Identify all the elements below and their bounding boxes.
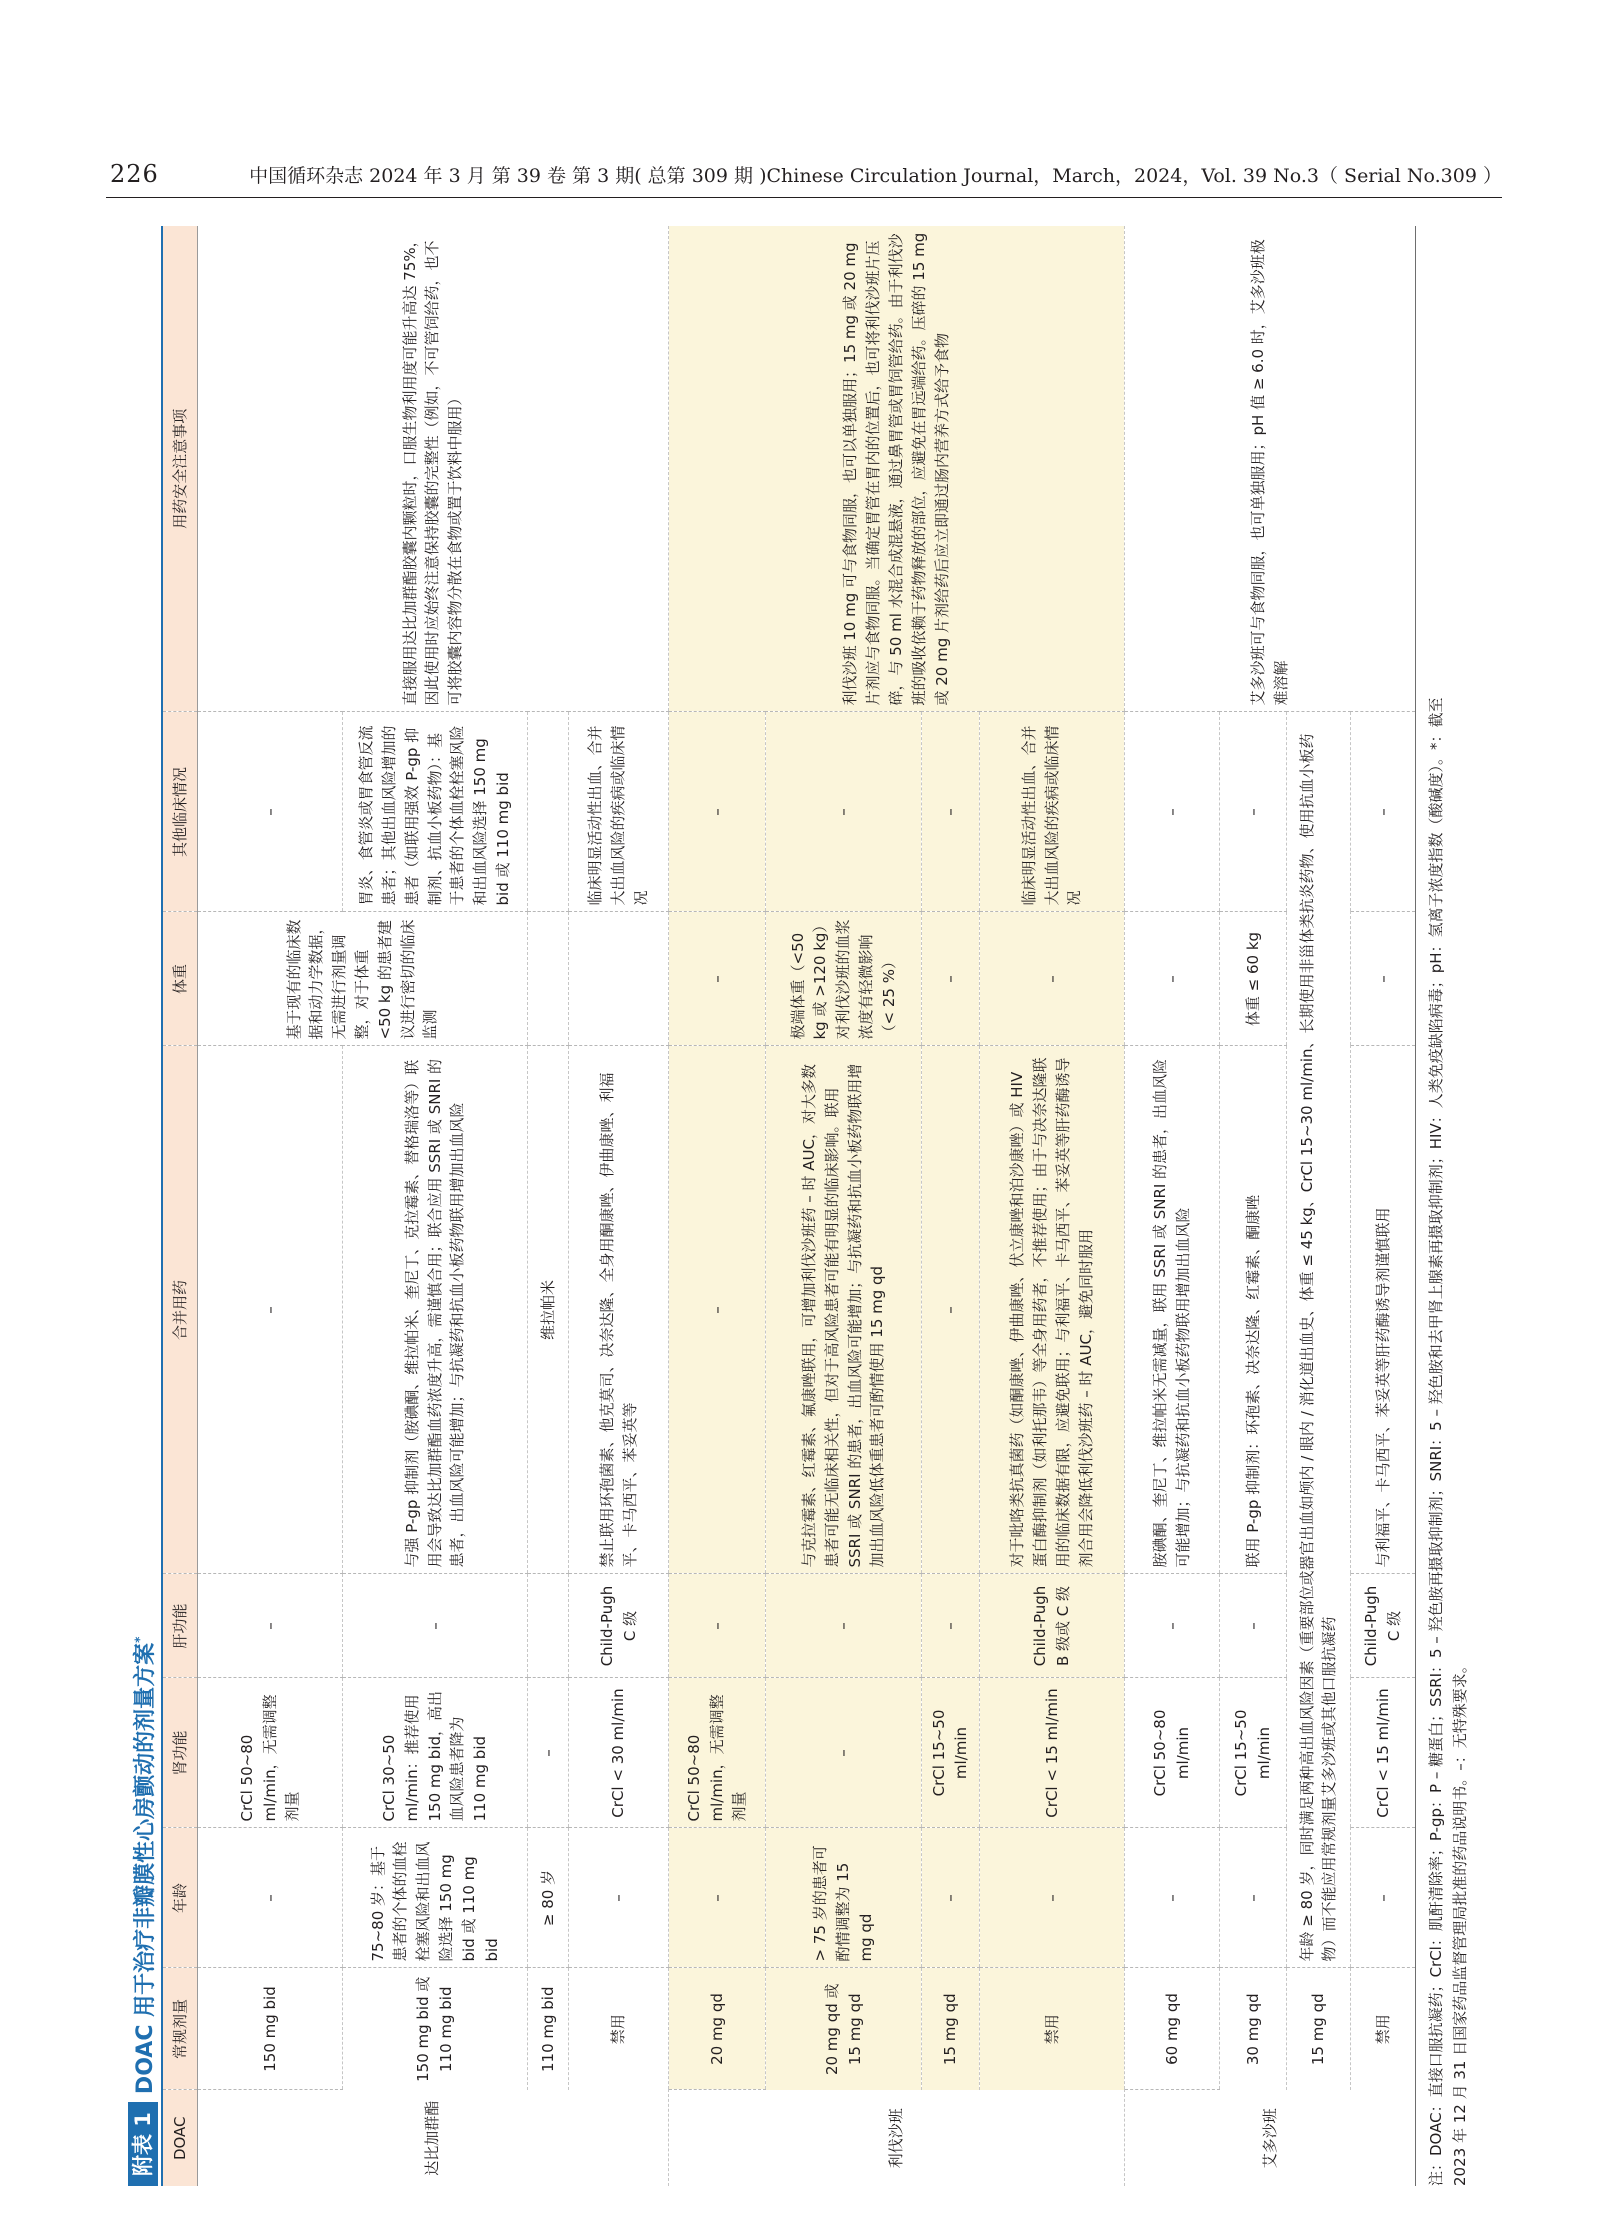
age-cell: – — [198, 1828, 343, 1968]
dose-cell: 15 mg qd — [921, 1968, 979, 2090]
drug-name-rivaroxaban: 利伐沙班 — [668, 2090, 1124, 2186]
table-title — [128, 1637, 158, 2186]
weight-cell: 极端体重（<50 kg 或 >120 kg）对利伐沙班的血浆浓度有轻微影响（< 25 %） — [766, 912, 922, 1046]
liver-cell: – — [343, 1574, 528, 1678]
comed-cell: 与克拉霉素、红霉素、氟康唑联用，可增加利伐沙班药 – 时 AUC，对大多数患者可能无临床相关性，但对于高风险患者可能有明显的临床影响。联用 SSRI 或 SNRI 的患者，出血风险可能增加；与抗凝药和抗血小板药物联用增加出血风险低体重患者可酌情使用 15 mg qd — [766, 1046, 922, 1574]
other-cell: – — [668, 712, 765, 912]
age-cell: 75~80 岁：基于患者的个体的血栓栓塞风险和出血风险选择 150 mg bid 或 110 mg bid — [343, 1828, 528, 1968]
dosing-table — [161, 226, 1416, 2186]
col-dose: 常规剂量 — [163, 1968, 198, 2090]
dose-cell: 禁用 — [1351, 1968, 1415, 2090]
page-number: 226 — [110, 160, 159, 188]
other-cell: – — [921, 712, 979, 912]
liver-cell: – — [198, 1574, 343, 1678]
comed-cell: 胺碘酮、奎尼丁、维拉帕米无需减量，联用 SSRI 或 SNRI 的患者，出血风险可能增加；与抗凝药和抗血小板药物联用增加出血风险 — [1125, 1046, 1220, 1574]
comed-cell: – — [668, 1046, 765, 1574]
table-title-text — [128, 1637, 159, 2095]
age-cell: – — [569, 1828, 669, 1968]
age-cell: – — [979, 1828, 1124, 1968]
table-footnote — [1424, 226, 1472, 2186]
dose-cell: 15 mg qd — [1286, 1968, 1350, 2090]
other-cell: 胃炎、食管炎或胃食管反流患者；其他出血风险增加的患者（如联用强效 P-gp 抑制剂、抗血小板药物）：基于患者的个体血栓栓塞风险和出血风险选择 150 mg bid 或 110 mg bid — [343, 712, 528, 912]
weight-cell: – — [1351, 912, 1415, 1046]
other-cell: – — [198, 712, 343, 912]
renal-cell: CrCl 50~80 ml/min，无需调整剂量 — [668, 1678, 765, 1828]
renal-cell: CrCl 30~50 ml/min：推荐使用 150 mg bid，高出血风险患者降为 110 mg bid — [343, 1678, 528, 1828]
renal-cell: CrCl 50~80 ml/min — [1125, 1678, 1220, 1828]
dose-cell: 禁用 — [569, 1968, 669, 2090]
liver-cell: Child-Pugh C 级 — [569, 1574, 669, 1678]
renal-cell: – — [527, 1678, 568, 1828]
header-rule — [106, 197, 1502, 198]
renal-cell: – — [766, 1678, 922, 1828]
table-header-row — [163, 226, 198, 2186]
liver-cell: – — [1220, 1574, 1286, 1678]
renal-cell: CrCl < 30 ml/min — [569, 1678, 669, 1828]
col-other: 其他临床情况 — [163, 712, 198, 912]
liver-cell: – — [766, 1574, 922, 1678]
comed-cell: – — [198, 1046, 343, 1574]
col-comed: 合并用药 — [163, 1046, 198, 1574]
weight-cell: – — [668, 912, 765, 1046]
other-cell — [527, 712, 568, 912]
dose-cell: 30 mg qd — [1220, 1968, 1286, 2090]
drug-name-edoxaban: 艾多沙班 — [1125, 2090, 1415, 2186]
renal-cell: CrCl < 15 ml/min — [979, 1678, 1124, 1828]
age-cell: > 75 岁的患者可酌情调整为 15 mg qd — [766, 1828, 922, 1968]
weight-cell: 基于现有的临床数据和动力学数据，无需进行剂量调整，对于体重 <50 kg 的患者建议进行密切的临床监测 — [198, 912, 528, 1046]
span-cell: 年龄 ≥ 80 岁，同时满足两种高出血风险因素（重要部位或器官出血如颅内 / 眼内 / 消化道出血史、体重 ≤ 45 kg、CrCl 15~30 ml/min、长期使用非甾体类抗炎药物、使用抗血小板药物）而不能应用常规剂量艾多沙班或其他口服抗凝药 — [1286, 712, 1350, 1968]
dose-cell: 20 mg qd 或 15 mg qd — [766, 1968, 922, 2090]
liver-cell: – — [668, 1574, 765, 1678]
age-cell: – — [668, 1828, 765, 1968]
age-cell: ≥ 80 岁 — [527, 1828, 568, 1968]
dose-cell: 禁用 — [979, 1968, 1124, 2090]
other-cell: – — [1220, 712, 1286, 912]
title-label: DOAC 用于治疗非瓣膜性心房颤动的剂量方案 — [132, 1642, 158, 2095]
weight-cell: – — [979, 912, 1124, 1046]
col-doac: DOAC — [163, 2090, 198, 2186]
age-cell: – — [1351, 1828, 1415, 1968]
comed-cell: – — [921, 1046, 979, 1574]
weight-cell: – — [1125, 912, 1220, 1046]
liver-cell — [527, 1574, 568, 1678]
table-row — [1125, 226, 1220, 2186]
renal-cell: CrCl 15~50 ml/min — [1220, 1678, 1286, 1828]
journal-header: 中国循环杂志 2024 年 3 月 第 39 卷 第 3 期( 总第 309 期 )Chinese Circulation Journal，March，2024，Vol. 39 No.3（ Serial No.309 ） — [249, 165, 1502, 187]
other-cell: – — [766, 712, 922, 912]
weight-cell — [569, 912, 669, 1046]
age-cell: – — [1220, 1828, 1286, 1968]
comed-cell: 与强 P-gp 抑制剂（胺碘酮、维拉帕米、奎尼丁、克拉霉素、替格瑞洛等）联用会导致达比加群酯血药浓度升高，需谨慎合用；联合应用 SSRI 或 SNRI 的患者，出血风险可能增加；与抗凝药和抗血小板药物联用增加出血风险 — [343, 1046, 528, 1574]
liver-cell: – — [921, 1574, 979, 1678]
safety-cell: 艾多沙班可与食物同服，也可单独服用；pH 值 ≥ 6.0 时，艾多沙班极难溶解 — [1125, 226, 1415, 712]
comed-cell: 维拉帕米 — [527, 1046, 568, 1574]
dose-cell: 60 mg qd — [1125, 1968, 1220, 2090]
safety-cell: 利伐沙班 10 mg 可与食物同服，也可以单独服用；15 mg 或 20 mg 片剂应与食物同服。当确定胃管在胃内的位置后，也可将利伐沙班片压碎，与 50 ml 水混合成混悬液，通过鼻胃管或胃饲管给药。由于利伐沙班的吸收依赖于药物释放的部位，应避免在胃远端给药。压碎的 15 mg 或 20 mg 片剂给药后应立即通过肠内营养方式给予食物 — [668, 226, 1124, 712]
drug-name-dabigatran: 达比加群酯 — [198, 2090, 669, 2186]
comed-cell: 与利福平、卡马西平、苯妥英等肝药酶诱导剂谨慎联用 — [1351, 1046, 1415, 1574]
age-cell: – — [1125, 1828, 1220, 1968]
liver-cell: Child-Pugh B 级或 C 级 — [979, 1574, 1124, 1678]
col-liver: 肝功能 — [163, 1574, 198, 1678]
other-cell: – — [1351, 712, 1415, 912]
weight-cell — [527, 912, 568, 1046]
renal-cell: CrCl 50~80 ml/min，无需调整剂量 — [198, 1678, 343, 1828]
dose-cell: 150 mg bid 或 110 mg bid — [343, 1968, 528, 2090]
col-safety: 用药安全注意事项 — [163, 226, 198, 712]
comed-cell: 联用 P-gp 抑制剂：环孢素、决奈达隆、红霉素、酮康唑 — [1220, 1046, 1286, 1574]
table-row — [198, 226, 343, 2186]
table-badge: 附表 1 — [128, 2102, 158, 2186]
weight-cell: 体重 ≤ 60 kg — [1220, 912, 1286, 1046]
age-cell: – — [921, 1828, 979, 1968]
table-row — [668, 226, 765, 2186]
weight-cell: – — [921, 912, 979, 1046]
dose-cell: 150 mg bid — [198, 1968, 343, 2090]
col-age: 年龄 — [163, 1828, 198, 1968]
comed-cell: 对于吡咯类抗真菌药（如酮康唑、伊曲康唑、伏立康唑和泊沙康唑）或 HIV 蛋白酶抑制剂（如利托那韦）等全身用药者，不推荐使用；由于与决奈达隆联用的临床数据有限，应避免联用；与利福平、卡马西平、苯妥英等肝药酶诱导剂合用会降低利伐沙班药 – 时 AUC，避免同时服用 — [979, 1046, 1124, 1574]
col-renal: 肾功能 — [163, 1678, 198, 1828]
renal-cell: CrCl < 15 ml/min — [1351, 1678, 1415, 1828]
renal-cell: CrCl 15~50 ml/min — [921, 1678, 979, 1828]
footnote-line-2: 2023 年 12 月 31 日国家药品监督管理局批准的药品说明书。–：无特殊要求。 — [1451, 1658, 1469, 2186]
col-weight: 体重 — [163, 912, 198, 1046]
safety-cell: 直接服用达比加群酯胶囊内颗粒时，口服生物利用度可能升高达 75%，因此使用时应始终注意保持胶囊的完整性（例如，不可管饲给药，也不可将胶囊内容物分散在食物或置于饮料中服用） — [198, 226, 669, 712]
liver-cell: Child-Pugh C 级 — [1351, 1574, 1415, 1678]
rotated-table-region — [128, 226, 1500, 2186]
other-cell: 临床明显活动性出血、合并大出血风险的疾病或临床情况 — [979, 712, 1124, 912]
title-footnote-mark: * — [132, 1636, 147, 1643]
other-cell: – — [1125, 712, 1220, 912]
comed-cell: 禁止联用环孢菌素、他克莫司、决奈达隆、全身用酮康唑、伊曲康唑、利福平、卡马西平、苯妥英等 — [569, 1046, 669, 1574]
dose-cell: 20 mg qd — [668, 1968, 765, 2090]
footnote-line-1: 注：DOAC：直接口服抗凝药；CrCl：肌酐清除率；P-gp：P – 糖蛋白；SSRI：5 – 羟色胺再摄取抑制剂；SNRI：5 – 羟色胺和去甲肾上腺素再摄取抑制剂；HIV：人类免疫缺陷病毒；pH：氢离子浓度指数（酸碱度）。*：截至 — [1427, 697, 1445, 2186]
dose-cell: 110 mg bid — [527, 1968, 568, 2090]
other-cell: 临床明显活动性出血、合并大出血风险的疾病或临床情况 — [569, 712, 669, 912]
liver-cell: – — [1125, 1574, 1220, 1678]
